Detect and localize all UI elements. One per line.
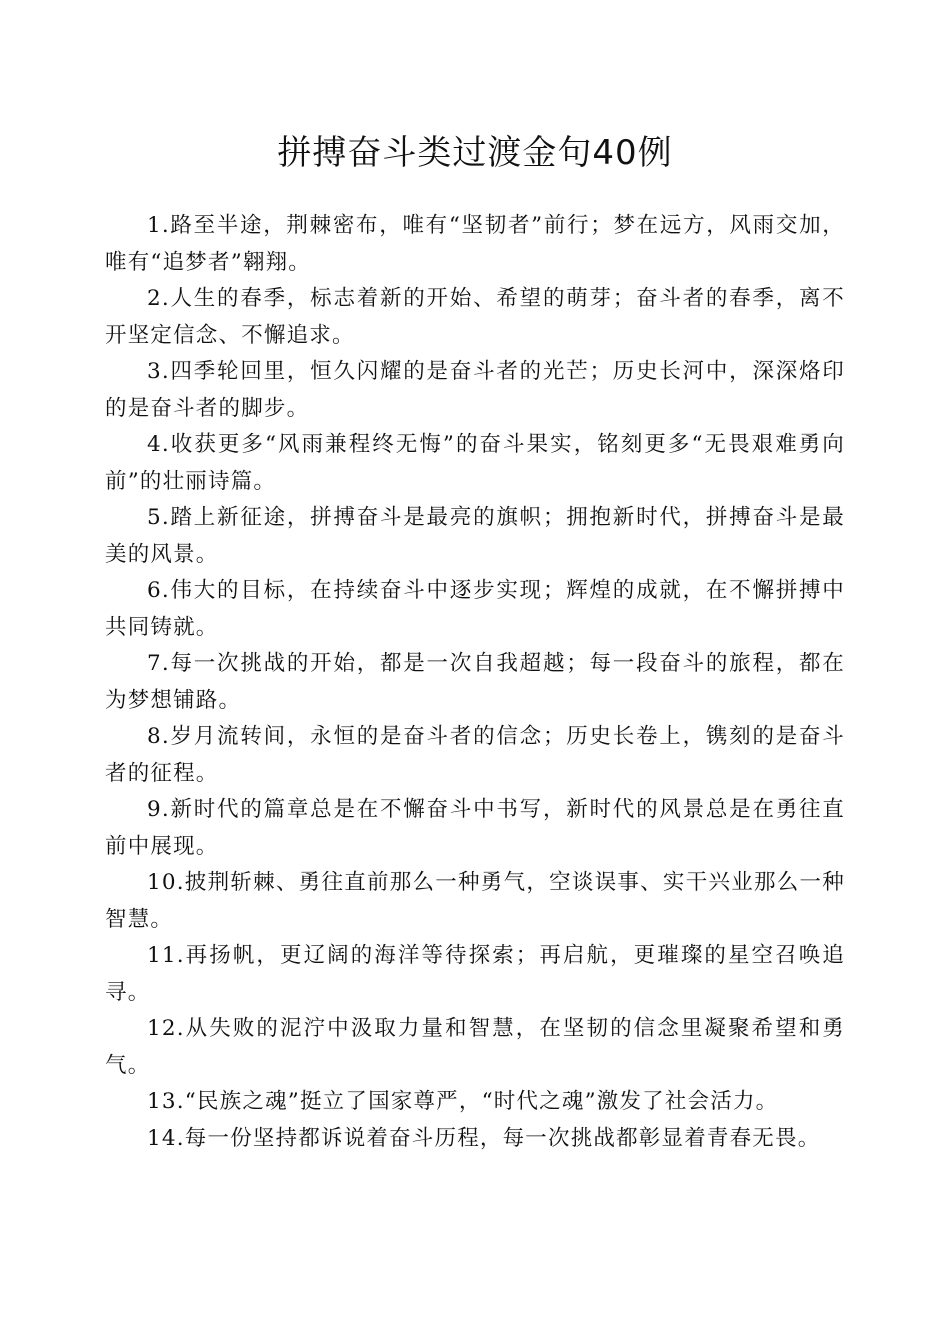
list-item: 4.收获更多“风雨兼程终无悔”的奋斗果实，铭刻更多“无畏艰难勇向前”的壮丽诗篇。: [105, 432, 845, 494]
document-title: 拼搏奋斗类过渡金句40例: [277, 133, 673, 173]
list-item: 6.伟大的目标，在持续奋斗中逐步实现；辉煌的成就，在不懈拼搏中共同铸就。: [105, 578, 845, 640]
list-item: 13.“民族之魂”挺立了国家尊严，“时代之魂”激发了社会活力。: [147, 1089, 779, 1114]
list-item: 14.每一份坚持都诉说着奋斗历程，每一次挑战都彰显着青春无畏。: [147, 1125, 821, 1151]
list-item: 10.披荆斩棘、勇往直前那么一种勇气，空谈误事、实干兴业那么一种智慧。: [105, 870, 845, 932]
list-item: 12.从失败的泥泞中汲取力量和智慧，在坚韧的信念里凝聚希望和勇气。: [105, 1016, 845, 1078]
list-item: 7.每一次挑战的开始，都是一次自我超越；每一段奋斗的旅程，都在为梦想铺路。: [105, 651, 845, 713]
list-item: 5.踏上新征途，拼搏奋斗是最亮的旗帜；拥抱新时代，拼搏奋斗是最美的风景。: [105, 505, 845, 567]
list-item: 8.岁月流转间，永恒的是奋斗者的信念；历史长卷上，镌刻的是奋斗者的征程。: [105, 724, 845, 786]
list-item: 11.再扬帆，更辽阔的海洋等待探索；再启航，更璀璨的星空召唤追寻。: [105, 943, 845, 1005]
list-item: 1.路至半途，荆棘密布，唯有“坚韧者”前行；梦在远方，风雨交加，唯有“追梦者”翱翔。: [105, 213, 845, 275]
list-item: 2.人生的春季，标志着新的开始、希望的萌芽；奋斗者的春季，离不开坚定信念、不懈追求。: [105, 286, 845, 348]
list-item: 3.四季轮回里，恒久闪耀的是奋斗者的光芒；历史长河中，深深烙印的是奋斗者的脚步。: [105, 359, 845, 421]
list-item: 9.新时代的篇章总是在不懈奋斗中书写，新时代的风景总是在勇往直前中展现。: [105, 797, 845, 859]
document-body: [105, 208, 845, 1157]
